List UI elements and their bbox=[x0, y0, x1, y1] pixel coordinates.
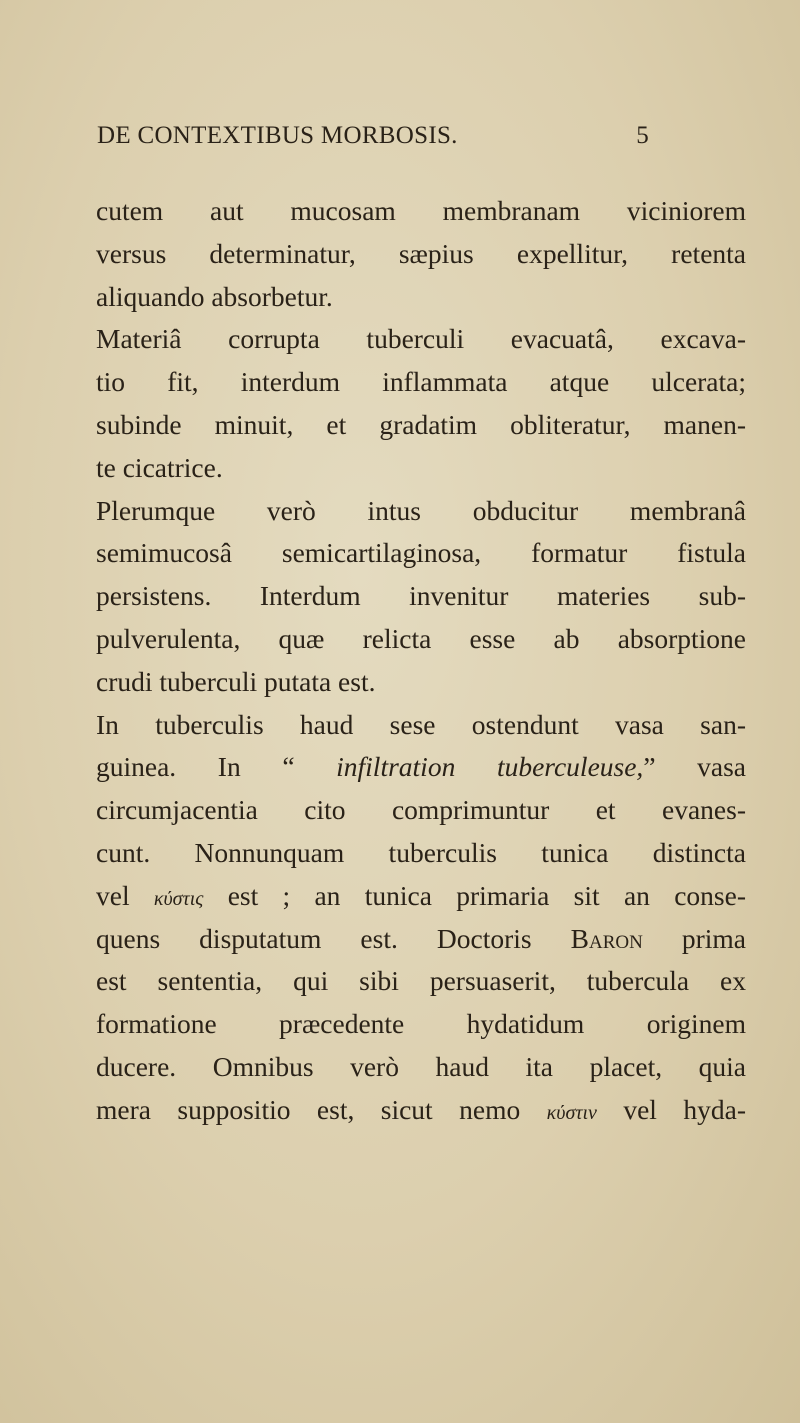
small-caps-name: Baron bbox=[570, 922, 643, 954]
text-segment: guinea. In “ bbox=[96, 751, 337, 783]
running-title: DE CONTEXTIBUS MORBOSIS. bbox=[97, 122, 458, 149]
text-segment: formatione præcedente hydatidum originem bbox=[96, 1008, 746, 1040]
text-line bbox=[96, 704, 746, 747]
text-segment: vel bbox=[96, 879, 154, 911]
text-segment: cunt. Nonnunquam tuberculis tunica distincta bbox=[96, 836, 746, 868]
text-segment: mera suppositio est, sicut nemo bbox=[96, 1093, 547, 1125]
text-segment: semimucosâ semicartilaginosa, formatur fistula bbox=[96, 537, 746, 569]
text-segment: vel hyda- bbox=[596, 1093, 746, 1125]
text-line bbox=[96, 532, 746, 575]
text-segment: quens disputatum est. Doctoris bbox=[96, 922, 571, 954]
text-line bbox=[96, 276, 746, 319]
text-line bbox=[96, 575, 746, 618]
text-segment: Plerumque verò intus obducitur membranâ bbox=[96, 494, 746, 526]
body-text bbox=[96, 190, 746, 1132]
greek-word: κύστιν bbox=[546, 1101, 597, 1124]
text-segment: versus determinatur, sæpius expellitur, retenta bbox=[96, 237, 746, 269]
text-segment: ” vasa bbox=[643, 751, 746, 783]
running-header bbox=[97, 122, 649, 156]
text-segment: Materiâ corrupta tuberculi evacuatâ, excava- bbox=[96, 323, 746, 355]
text-line bbox=[96, 318, 746, 361]
text-segment: persistens. Interdum invenitur materies sub- bbox=[96, 580, 746, 612]
text-segment: prima bbox=[642, 922, 746, 954]
text-line bbox=[96, 361, 746, 404]
text-line bbox=[96, 404, 746, 447]
text-segment: In tuberculis haud sese ostendunt vasa san- bbox=[96, 708, 746, 740]
text-segment: subinde minuit, et gradatim obliteratur, manen- bbox=[96, 408, 746, 440]
text-line bbox=[96, 746, 746, 789]
text-line bbox=[96, 960, 746, 1003]
greek-word: κύστις bbox=[153, 887, 204, 910]
text-segment: est ; an tunica primaria sit an conse- bbox=[203, 879, 746, 911]
italic-text: infiltration tuberculeuse, bbox=[336, 751, 644, 783]
text-segment: ducere. Omnibus verò haud ita placet, quia bbox=[96, 1050, 746, 1082]
text-line bbox=[96, 789, 746, 832]
text-line bbox=[96, 1003, 746, 1046]
text-segment: cutem aut mucosam membranam viciniorem bbox=[96, 195, 746, 226]
page-number: 5 bbox=[636, 122, 649, 149]
text-line bbox=[96, 1089, 746, 1132]
text-line bbox=[96, 490, 746, 533]
text-segment: crudi tuberculi putata est. bbox=[96, 665, 376, 697]
text-line bbox=[96, 1046, 746, 1089]
text-segment: tio fit, interdum inflammata atque ulcerata; bbox=[96, 366, 746, 398]
text-segment: te cicatrice. bbox=[96, 451, 223, 483]
text-segment: pulverulenta, quæ relicta esse ab absorptione bbox=[96, 622, 746, 654]
text-line bbox=[96, 618, 746, 661]
text-line bbox=[96, 190, 746, 233]
text-line bbox=[96, 918, 746, 961]
text-line bbox=[96, 447, 746, 490]
text-segment: circumjacentia cito comprimuntur et evanes- bbox=[96, 794, 746, 826]
text-line bbox=[96, 875, 746, 918]
text-line bbox=[96, 832, 746, 875]
text-segment: est sententia, qui sibi persuaserit, tubercula ex bbox=[96, 965, 746, 997]
text-line bbox=[96, 233, 746, 276]
text-segment: aliquando absorbetur. bbox=[96, 280, 333, 312]
text-line bbox=[96, 661, 746, 704]
